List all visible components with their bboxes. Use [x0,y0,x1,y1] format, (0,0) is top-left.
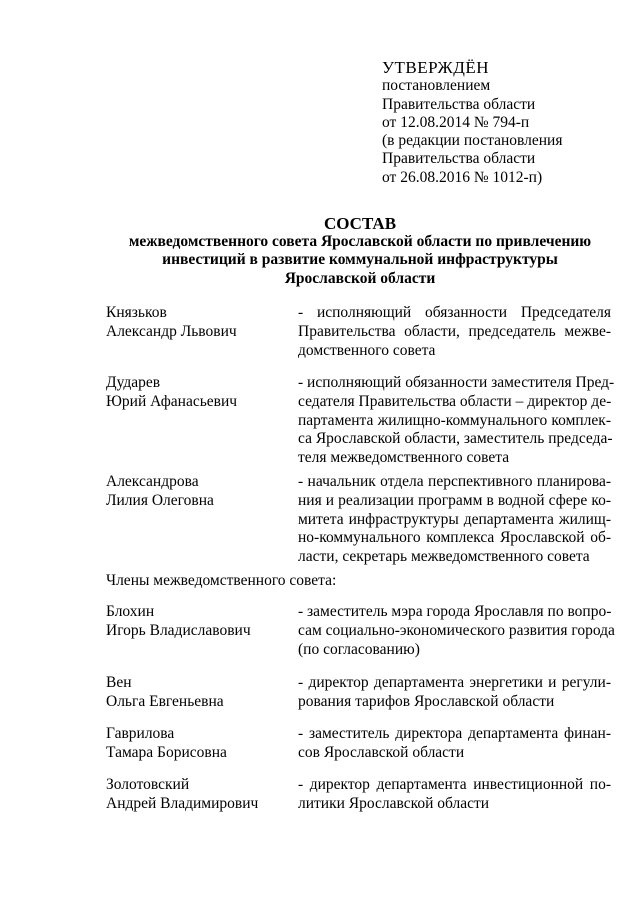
approval-line: постановлением [382,77,491,95]
member-given-names: Тамара Борисовна [106,743,227,761]
member-role-line: ласти, секретарь межведомственного совета [298,548,590,566]
document-subtitle-line: инвестиций в развитие коммунальной инфраструктуры [162,251,558,269]
approval-line: (в редакции постановления [382,132,563,150]
member-role [298,473,611,567]
document-title-block [100,214,620,288]
member-role [298,725,611,763]
member-name [106,473,291,511]
member-given-names: Александр Львович [106,322,237,340]
member-name [106,374,291,412]
approval-block [382,59,622,187]
member-role [298,304,611,360]
member-name [106,776,291,814]
member-role-line: - заместитель мэра города Ярославля по вопро- [298,603,612,620]
member-role-line: - директор департамента инвестиционной по- [298,776,611,793]
document-title: СОСТАВ [323,214,397,233]
member-role [298,776,611,814]
member-given-names: Лилия Олеговна [106,491,214,509]
approval-line: от 26.08.2016 № 1012-п) [382,168,543,186]
member-role-line: ния и реализации программ в водной сфере ко- [298,491,611,509]
member-surname: Александрова [106,473,199,490]
member-role-line: са Ярославской области, заместитель председа- [298,430,613,448]
approval-line: Правительства области [382,95,536,113]
member-role [298,674,611,712]
member-role-line: сов Ярославской области [298,743,465,761]
member-role-line: сам социально-экономического развития города [298,621,615,639]
member-given-names: Игорь Владиславович [106,621,251,639]
member-role-line: рования тарифов Ярославской области [298,692,555,710]
member-role-line: (по согласованию) [298,640,420,658]
member-surname: Блохин [106,603,155,620]
member-role [298,603,615,659]
member-role-line: Правительства области, председатель межве- [298,322,611,340]
member-role-line: - исполняющий обязанности заместителя Пред- [298,374,615,391]
approval-line: Правительства области [382,150,536,168]
member-surname: Вен [106,674,132,691]
member-given-names: Юрий Афанасьевич [106,392,238,410]
document-subtitle-line: межведомственного совета Ярославской области по привлечению [128,233,592,250]
member-role-line: - исполняющий обязанности Председателя [298,304,611,321]
member-surname: Золотовский [106,776,190,793]
member-name [106,725,291,763]
member-surname: Князьков [106,304,167,321]
members-section-heading: Члены межведомственного совета: [106,572,337,589]
member-role [298,374,615,468]
member-role-line: теля межведомственного совета [298,449,510,467]
approval-heading: УТВЕРЖДЁН [382,58,489,77]
member-role-line: домственного совета [298,341,436,359]
member-role-line: партамента жилищно-коммунального комплек- [298,411,611,429]
member-given-names: Ольга Евгеньевна [106,692,224,710]
member-surname: Дударев [106,374,161,391]
member-role-line: митета инфраструктуры департамента жилищ- [298,510,611,528]
member-role-line: - начальник отдела перспективного планирова- [298,473,611,490]
member-name [106,674,291,712]
member-role-line: литики Ярославской области [298,794,490,812]
approval-line: от 12.08.2014 № 794-п [382,113,530,131]
member-name [106,304,291,342]
member-given-names: Андрей Владимирович [106,794,259,812]
member-surname: Гаврилова [106,725,175,742]
member-role-line: - директор департамента энергетики и регули- [298,674,611,691]
member-name [106,603,291,641]
member-role-line: но-коммунального комплекса Ярославской об- [298,529,611,547]
member-role-line: седателя Правительства области – директор де- [298,392,612,410]
document-subtitle-line: Ярославской области [284,269,436,287]
member-role-line: - заместитель директора департамента финан- [298,725,611,742]
